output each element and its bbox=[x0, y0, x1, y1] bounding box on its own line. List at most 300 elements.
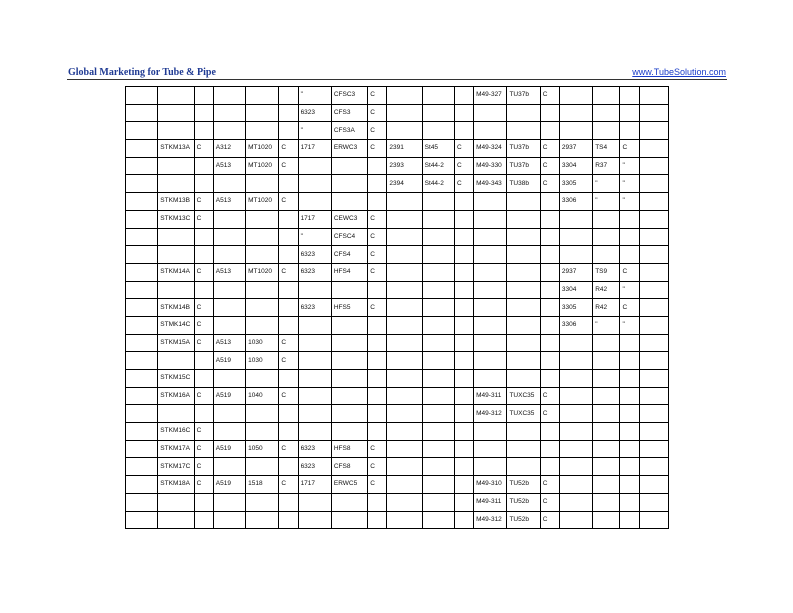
table-cell bbox=[387, 352, 422, 370]
table-cell bbox=[540, 104, 559, 122]
table-cell: A513 bbox=[213, 263, 245, 281]
table-cell bbox=[620, 246, 639, 264]
table-cell: CFS4 bbox=[331, 246, 367, 264]
table-cell: TU52b bbox=[507, 493, 540, 511]
table-cell bbox=[620, 370, 639, 388]
table-cell bbox=[639, 210, 668, 228]
table-cell: A513 bbox=[213, 157, 245, 175]
table-cell: R42 bbox=[593, 299, 620, 317]
table-cell bbox=[422, 228, 454, 246]
table-cell bbox=[540, 370, 559, 388]
table-cell: 6323 bbox=[298, 299, 331, 317]
table-cell: 1030 bbox=[246, 334, 279, 352]
table-cell bbox=[454, 122, 473, 140]
table-row bbox=[126, 281, 669, 299]
table-cell bbox=[246, 423, 279, 441]
table-cell: 3304 bbox=[559, 281, 592, 299]
table-cell: 3305 bbox=[559, 175, 592, 193]
table-cell bbox=[387, 440, 422, 458]
table-cell bbox=[213, 246, 245, 264]
table-cell bbox=[422, 405, 454, 423]
table-cell bbox=[593, 511, 620, 529]
table-cell: TS4 bbox=[593, 140, 620, 158]
table-cell bbox=[507, 458, 540, 476]
table-cell bbox=[540, 246, 559, 264]
table-cell bbox=[279, 281, 298, 299]
table-cell bbox=[593, 458, 620, 476]
table-cell bbox=[387, 387, 422, 405]
table-cell: C bbox=[194, 263, 213, 281]
table-cell bbox=[422, 210, 454, 228]
table-cell: C bbox=[279, 263, 298, 281]
table-cell: 2937 bbox=[559, 140, 592, 158]
table-cell: " bbox=[593, 316, 620, 334]
table-cell bbox=[620, 458, 639, 476]
table-cell: C bbox=[540, 405, 559, 423]
table-cell: C bbox=[194, 334, 213, 352]
table-cell: MT1020 bbox=[246, 193, 279, 211]
table-row bbox=[126, 440, 669, 458]
table-cell bbox=[454, 299, 473, 317]
table-row bbox=[126, 405, 669, 423]
table-cell bbox=[387, 281, 422, 299]
table-cell bbox=[507, 228, 540, 246]
table-cell bbox=[454, 493, 473, 511]
table-cell bbox=[559, 476, 592, 494]
table-cell bbox=[158, 157, 194, 175]
table-cell bbox=[246, 175, 279, 193]
table-cell: STKM15C bbox=[158, 370, 194, 388]
table-cell: C bbox=[454, 140, 473, 158]
table-cell bbox=[279, 511, 298, 529]
table-cell bbox=[387, 104, 422, 122]
table-row bbox=[126, 122, 669, 140]
table-cell bbox=[422, 387, 454, 405]
table-cell: C bbox=[620, 140, 639, 158]
table-cell: C bbox=[540, 157, 559, 175]
table-cell: STKM16A bbox=[158, 387, 194, 405]
table-cell bbox=[639, 458, 668, 476]
header-divider bbox=[67, 79, 727, 80]
table-cell bbox=[507, 316, 540, 334]
table-cell bbox=[474, 281, 507, 299]
table-cell bbox=[298, 175, 331, 193]
table-row bbox=[126, 370, 669, 388]
table-cell: C bbox=[194, 458, 213, 476]
table-cell bbox=[387, 210, 422, 228]
table-cell bbox=[620, 210, 639, 228]
table-cell bbox=[474, 193, 507, 211]
table-cell bbox=[454, 387, 473, 405]
table-cell bbox=[387, 405, 422, 423]
table-cell bbox=[213, 175, 245, 193]
table-cell bbox=[246, 281, 279, 299]
table-cell bbox=[540, 263, 559, 281]
table-cell bbox=[507, 193, 540, 211]
table-cell bbox=[331, 334, 367, 352]
table-cell bbox=[639, 387, 668, 405]
table-row bbox=[126, 387, 669, 405]
table-cell bbox=[158, 104, 194, 122]
table-cell bbox=[474, 104, 507, 122]
table-cell bbox=[279, 405, 298, 423]
table-cell: " bbox=[298, 87, 331, 105]
table-cell bbox=[639, 405, 668, 423]
table-cell bbox=[474, 423, 507, 441]
table-cell: C bbox=[368, 87, 387, 105]
table-cell: C bbox=[194, 316, 213, 334]
table-cell: C bbox=[194, 387, 213, 405]
table-cell bbox=[593, 228, 620, 246]
table-cell: A519 bbox=[213, 476, 245, 494]
table-cell bbox=[507, 263, 540, 281]
table-cell: C bbox=[368, 140, 387, 158]
table-cell bbox=[387, 458, 422, 476]
table-cell bbox=[540, 440, 559, 458]
document-title: Global Marketing for Tube & Pipe bbox=[68, 67, 216, 78]
table-cell bbox=[158, 511, 194, 529]
table-cell bbox=[620, 87, 639, 105]
table-cell bbox=[279, 210, 298, 228]
table-cell bbox=[639, 316, 668, 334]
table-cell: 2393 bbox=[387, 157, 422, 175]
table-cell bbox=[279, 423, 298, 441]
table-cell bbox=[246, 458, 279, 476]
table-cell bbox=[639, 157, 668, 175]
table-cell bbox=[454, 511, 473, 529]
table-cell bbox=[213, 104, 245, 122]
table-cell bbox=[126, 476, 158, 494]
table-cell: M49-311 bbox=[474, 493, 507, 511]
table-cell bbox=[507, 210, 540, 228]
table-cell bbox=[540, 228, 559, 246]
table-cell bbox=[620, 405, 639, 423]
table-cell bbox=[246, 316, 279, 334]
table-cell bbox=[507, 423, 540, 441]
table-cell bbox=[454, 458, 473, 476]
table-cell: STKM13C bbox=[158, 210, 194, 228]
table-cell: C bbox=[540, 476, 559, 494]
table-cell bbox=[474, 263, 507, 281]
table-cell bbox=[213, 316, 245, 334]
table-cell bbox=[540, 210, 559, 228]
table-cell bbox=[474, 352, 507, 370]
table-cell bbox=[620, 476, 639, 494]
table-cell bbox=[126, 405, 158, 423]
table-cell: A513 bbox=[213, 334, 245, 352]
table-cell: 1040 bbox=[246, 387, 279, 405]
table-cell: C bbox=[368, 104, 387, 122]
table-cell: R42 bbox=[593, 281, 620, 299]
table-cell: C bbox=[454, 157, 473, 175]
table-cell: M49-312 bbox=[474, 511, 507, 529]
table-cell: C bbox=[540, 493, 559, 511]
table-cell bbox=[639, 175, 668, 193]
table-cell bbox=[454, 423, 473, 441]
table-cell bbox=[593, 334, 620, 352]
table-cell: A519 bbox=[213, 440, 245, 458]
table-cell bbox=[474, 370, 507, 388]
table-cell: HFS8 bbox=[331, 440, 367, 458]
table-cell: CFS8 bbox=[331, 458, 367, 476]
table-cell bbox=[387, 87, 422, 105]
table-cell bbox=[368, 405, 387, 423]
table-cell bbox=[126, 316, 158, 334]
table-cell: 1717 bbox=[298, 476, 331, 494]
table-cell: M49-330 bbox=[474, 157, 507, 175]
table-row bbox=[126, 87, 669, 105]
table-cell bbox=[454, 316, 473, 334]
table-cell bbox=[639, 281, 668, 299]
table-cell bbox=[540, 193, 559, 211]
table-cell bbox=[158, 87, 194, 105]
table-cell: C bbox=[194, 299, 213, 317]
table-cell: MT1020 bbox=[246, 157, 279, 175]
table-cell bbox=[331, 511, 367, 529]
table-row bbox=[126, 493, 669, 511]
table-cell bbox=[126, 157, 158, 175]
table-cell: C bbox=[454, 175, 473, 193]
table-cell bbox=[279, 493, 298, 511]
table-row bbox=[126, 246, 669, 264]
table-cell bbox=[158, 175, 194, 193]
table-cell bbox=[454, 334, 473, 352]
table-cell bbox=[540, 423, 559, 441]
table-cell bbox=[620, 387, 639, 405]
table-cell bbox=[213, 458, 245, 476]
table-cell bbox=[331, 193, 367, 211]
table-cell bbox=[559, 458, 592, 476]
table-cell bbox=[194, 175, 213, 193]
table-cell: 3305 bbox=[559, 299, 592, 317]
table-cell bbox=[507, 246, 540, 264]
table-cell bbox=[559, 493, 592, 511]
table-cell bbox=[126, 334, 158, 352]
table-cell: 2937 bbox=[559, 263, 592, 281]
table-cell: C bbox=[194, 476, 213, 494]
table-cell bbox=[593, 246, 620, 264]
table-cell bbox=[213, 405, 245, 423]
table-cell: A519 bbox=[213, 352, 245, 370]
table-cell: ERWC5 bbox=[331, 476, 367, 494]
table-cell bbox=[559, 440, 592, 458]
table-cell bbox=[620, 104, 639, 122]
table-cell bbox=[194, 405, 213, 423]
table-body bbox=[126, 87, 669, 529]
table-cell bbox=[368, 370, 387, 388]
table-cell: " bbox=[620, 175, 639, 193]
table-cell: CFSC3 bbox=[331, 87, 367, 105]
table-cell bbox=[298, 423, 331, 441]
table-cell: " bbox=[593, 175, 620, 193]
table-cell bbox=[639, 493, 668, 511]
table-cell bbox=[620, 352, 639, 370]
table-cell bbox=[126, 423, 158, 441]
table-cell: 1050 bbox=[246, 440, 279, 458]
table-cell: " bbox=[620, 157, 639, 175]
table-cell bbox=[422, 246, 454, 264]
table-cell bbox=[559, 104, 592, 122]
table-cell bbox=[279, 175, 298, 193]
table-cell bbox=[593, 423, 620, 441]
table-row bbox=[126, 476, 669, 494]
table-cell: 6323 bbox=[298, 263, 331, 281]
table-cell bbox=[126, 104, 158, 122]
table-cell bbox=[368, 352, 387, 370]
table-cell bbox=[194, 104, 213, 122]
table-cell bbox=[279, 87, 298, 105]
table-cell: C bbox=[279, 387, 298, 405]
table-cell bbox=[474, 316, 507, 334]
table-cell bbox=[540, 458, 559, 476]
table-cell bbox=[387, 370, 422, 388]
table-cell: MT1020 bbox=[246, 140, 279, 158]
table-cell: MT1020 bbox=[246, 263, 279, 281]
table-cell bbox=[213, 493, 245, 511]
table-cell: TUXC35 bbox=[507, 387, 540, 405]
table-cell bbox=[474, 210, 507, 228]
table-cell bbox=[639, 140, 668, 158]
website-link[interactable]: www.TubeSolution.com bbox=[632, 67, 726, 77]
table-cell bbox=[639, 193, 668, 211]
table-cell bbox=[194, 352, 213, 370]
table-cell bbox=[126, 87, 158, 105]
table-cell bbox=[279, 316, 298, 334]
table-cell: C bbox=[540, 511, 559, 529]
table-row bbox=[126, 511, 669, 529]
table-cell bbox=[126, 458, 158, 476]
table-cell bbox=[474, 299, 507, 317]
table-cell bbox=[387, 316, 422, 334]
table-cell bbox=[540, 352, 559, 370]
table-cell bbox=[639, 370, 668, 388]
table-cell bbox=[422, 299, 454, 317]
table-cell: " bbox=[298, 122, 331, 140]
table-cell bbox=[422, 370, 454, 388]
table-cell bbox=[213, 210, 245, 228]
table-cell bbox=[387, 299, 422, 317]
table-cell: C bbox=[540, 140, 559, 158]
table-cell bbox=[194, 493, 213, 511]
table-cell bbox=[454, 263, 473, 281]
table-cell bbox=[593, 210, 620, 228]
table-cell: CFS3 bbox=[331, 104, 367, 122]
table-cell bbox=[387, 228, 422, 246]
table-cell bbox=[639, 246, 668, 264]
table-cell bbox=[454, 87, 473, 105]
table-cell bbox=[368, 334, 387, 352]
table-cell bbox=[559, 122, 592, 140]
table-cell bbox=[639, 440, 668, 458]
table-row bbox=[126, 193, 669, 211]
table-cell: TUXC35 bbox=[507, 405, 540, 423]
table-cell: C bbox=[279, 352, 298, 370]
table-cell: C bbox=[368, 122, 387, 140]
table-cell bbox=[331, 405, 367, 423]
table-cell bbox=[331, 387, 367, 405]
table-cell bbox=[246, 210, 279, 228]
table-cell: HFS4 bbox=[331, 263, 367, 281]
table-cell bbox=[387, 334, 422, 352]
table-cell bbox=[620, 511, 639, 529]
table-cell bbox=[246, 246, 279, 264]
table-cell: 1518 bbox=[246, 476, 279, 494]
table-cell bbox=[639, 511, 668, 529]
table-cell bbox=[474, 334, 507, 352]
table-cell bbox=[158, 352, 194, 370]
table-cell bbox=[540, 299, 559, 317]
table-cell bbox=[126, 210, 158, 228]
table-cell bbox=[279, 370, 298, 388]
table-cell: 2391 bbox=[387, 140, 422, 158]
table-cell bbox=[559, 405, 592, 423]
table-row bbox=[126, 458, 669, 476]
table-cell bbox=[593, 440, 620, 458]
table-cell bbox=[559, 246, 592, 264]
table-cell bbox=[559, 370, 592, 388]
table-cell bbox=[387, 246, 422, 264]
table-cell bbox=[593, 493, 620, 511]
table-cell bbox=[279, 122, 298, 140]
table-cell: TU52b bbox=[507, 511, 540, 529]
table-cell bbox=[158, 405, 194, 423]
table-cell bbox=[279, 246, 298, 264]
table-cell bbox=[126, 263, 158, 281]
table-cell: TU38b bbox=[507, 175, 540, 193]
table-cell bbox=[593, 352, 620, 370]
table-cell: C bbox=[194, 140, 213, 158]
table-cell: STKM14B bbox=[158, 299, 194, 317]
table-cell: M49-324 bbox=[474, 140, 507, 158]
table-cell: M49-311 bbox=[474, 387, 507, 405]
table-cell bbox=[298, 352, 331, 370]
table-cell bbox=[246, 104, 279, 122]
table-cell bbox=[126, 175, 158, 193]
table-cell bbox=[387, 263, 422, 281]
table-cell: 1030 bbox=[246, 352, 279, 370]
table-cell: St44-2 bbox=[422, 175, 454, 193]
table-cell bbox=[593, 405, 620, 423]
table-cell: C bbox=[194, 423, 213, 441]
table-cell bbox=[540, 281, 559, 299]
table-cell: 6323 bbox=[298, 458, 331, 476]
table-cell bbox=[158, 122, 194, 140]
table-cell: STKM18A bbox=[158, 476, 194, 494]
table-cell: M49-343 bbox=[474, 175, 507, 193]
table-cell bbox=[454, 352, 473, 370]
table-cell bbox=[298, 281, 331, 299]
table-cell: M49-327 bbox=[474, 87, 507, 105]
table-cell: 1717 bbox=[298, 140, 331, 158]
table-cell: C bbox=[368, 210, 387, 228]
table-row bbox=[126, 157, 669, 175]
table-cell bbox=[331, 316, 367, 334]
table-cell bbox=[126, 370, 158, 388]
table-cell bbox=[454, 193, 473, 211]
table-cell bbox=[279, 299, 298, 317]
table-cell bbox=[279, 458, 298, 476]
table-cell bbox=[559, 228, 592, 246]
table-row bbox=[126, 175, 669, 193]
table-cell bbox=[331, 175, 367, 193]
table-cell bbox=[639, 352, 668, 370]
table-cell bbox=[158, 246, 194, 264]
table-cell: C bbox=[194, 440, 213, 458]
table-cell: " bbox=[620, 316, 639, 334]
table-cell bbox=[246, 405, 279, 423]
table-cell bbox=[593, 370, 620, 388]
table-row bbox=[126, 228, 669, 246]
